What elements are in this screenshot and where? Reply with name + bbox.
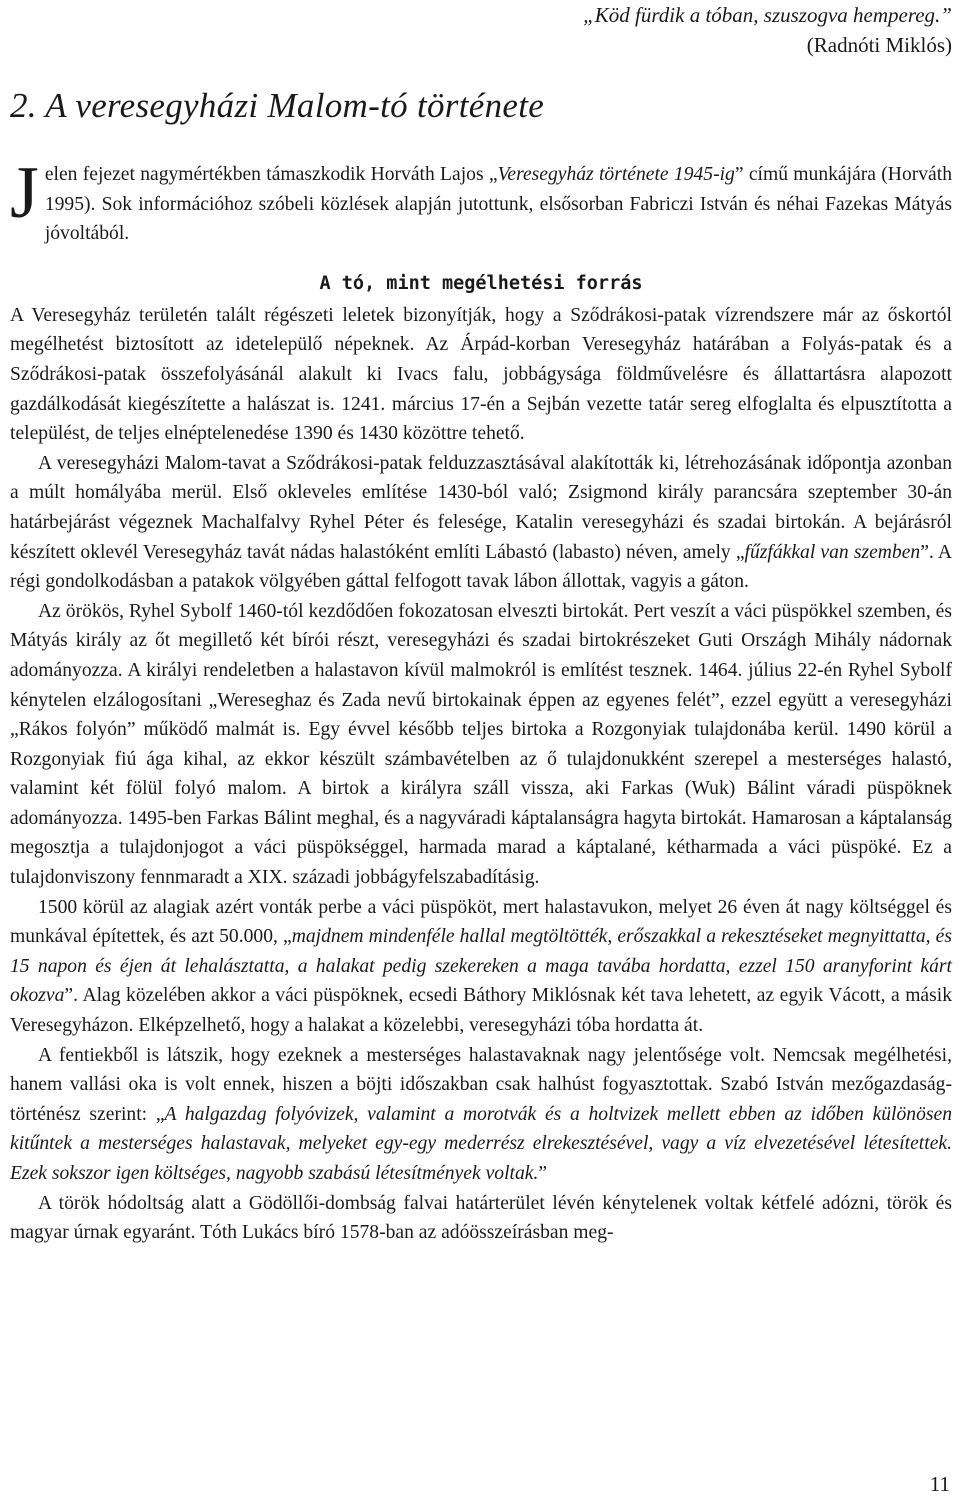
intro-text-a: elen fejezet nagymértékben támaszkodik Horváth Lajos „ xyxy=(44,164,498,185)
paragraph-5-text-b: ” xyxy=(538,1163,548,1184)
paragraph-4-text-a: 1500 körül az alagiak azért vonták perbe a váci püspököt, mert halastavukon, melyet 26 éven át nagy költséggel és munkával építettek, és azt 50.000, „ xyxy=(10,896,952,948)
epigraph-author: (Radnóti Miklós) xyxy=(806,33,952,57)
paragraph-6: A török hódoltság alatt a Gödöllői-dombság falvai határterület lévén kénytelenek voltak kétfelé adózni, török és magyar úrnak egyaránt. Tóth Lukács bíró 1578-ban az adóösszeírásban meg- xyxy=(10,1192,952,1244)
chapter-title: 2. A veresegyházi Malom-tó története xyxy=(10,86,545,125)
paragraph-1: A Veresegyház területén talált régészeti leletek bizonyítják, hogy a Sződrákosi-patak vízrendszere már az őskortól megélhetést biztosított az idetelepülő népeknek. Az Árpád-korban Veresegyház határában a Folyás-patak és a Sződrákosi-patak összefolyásánál alakult ki Ivacs falu, jobbágysága földművelésre és állattartásra alapozott gazdálkodását kiegészítette a halászat is. 1241. március 17-én a Sejbán vezette tatár sereg elfoglalta és elpusztította a települést, de teljes elnéptelenedése 1390 és 1430 közöttre tehető. xyxy=(10,304,952,445)
paragraph-2-quote: fűzfákkal van szemben xyxy=(744,541,921,563)
section-heading: A tó, mint megélhetési forrás xyxy=(319,272,643,294)
epigraph xyxy=(583,0,952,60)
paragraph-4-text-b: ”. Alag közelében akkor a váci püspöknek, ecsedi Báthory Miklósnak két tava lehetett, az egyik Vácott, a másik Veresegyházon. Elképzelhető, hogy a halakat a közelebbi, veresegyházi tóba hordatta át. xyxy=(10,985,952,1037)
drop-cap: J xyxy=(10,152,39,234)
intro-paragraph xyxy=(10,152,952,249)
paragraph-3: Az örökös, Ryhel Sybolf 1460-tól kezdődően fokozatosan elveszti birtokát. Pert veszít a váci püspökkel szemben, és Mátyás király az őt megillető két bírói részt, veresegyházi és szadai birtokrészeket Guti Országh Mihály nádornak adományozza. A királyi rendeletben a halastavon kívül malmokról is említést tesznek. 1464. július 22-én Ryhel Sybolf kénytelen elzálogosítani „Wereseghaz és Zada nevű birtokainak éppen az egyenes felét”, ezzel együtt a veresegyházi „Rákos folyón” működő malmát is. Egy évvel később teljes birtoka a Rozgonyiak tulajdonába kerül. 1490 körül a Rozgonyiak fiú ága kihal, az ekkor készült számbavételben az ő tulajdonukként szerepel a mesterséges halastó, valamint két fölül folyó malom. A birtok a királyra száll vissza, aki Farkas (Wuk) Bálint váradi püspöknek adományozza. 1495-ben Farkas Bálint meghal, és a nagyváradi káptalanságra hagyta birtokát. Hamarosan a káptalanság megosztja a tulajdonjogot a váci püspökséggel, harmada marad a káptalané, kétharmada a váci püspöké. Ez a tulajdonviszony fennmaradt a XIX. századi jobbágyfelszabadításig. xyxy=(10,600,952,889)
epigraph-quote: „Köd fürdik a tóban, szuszogva hempereg.” xyxy=(583,3,952,27)
paragraph-2-text-b: ”. A régi gondolkodásban a patakok völgyében gáttal felfogott tavak lábon állottak, vagyis a gáton. xyxy=(10,541,953,593)
paragraph-2-text-a: A veresegyházi Malom-tavat a Sződrákosi-patak felduzzasztásával alakították ki, létrehozásának időpontja azonban a múlt homályába merül. Első okleveles említése 1430-ból való; Zsigmond király parancsára szeptember 30-án határbejárást végeznek Machalfalvy Ryhel Péter és felesége, Katalin veresegyházi és szadai birtokán. A bejárásról készített oklevél Veresegyház tavát nádas halastóként említi Lábastó (labasto) néven, amely „ xyxy=(10,452,952,563)
intro-text-b: ” című munkájára (Horváth 1995). Sok információhoz szóbeli közlések alapján jutottunk, elsősorban Fabriczi István és néhai Fazekas Mátyás jóvoltából. xyxy=(44,164,952,245)
body-text xyxy=(10,152,953,1248)
intro-book-title: Veresegyház története 1945-ig xyxy=(497,164,735,185)
paragraph-2 xyxy=(10,449,952,597)
paragraph-4-quote: majdnem mindenféle hallal megtöltötték, erőszakkal a rekesztéseket megnyittatta, és 15 napon és éjen át lehalásztatta, a halakat pedig szekereken a maga tavába hordatta, ezzel 150 aranyforint kárt okozva xyxy=(10,926,952,1007)
paragraph-5-quote: A halgazdag folyóvizek, valamint a morotvák és a holtvizek mellett ebben az időben különösen kitűntek a mesterséges halastavak, melyeket egy-egy mederrész elrekesztésével, vagy a víz elvezetésével létesítettek. Ezek sokszor igen költséges, nagyobb szabású létesítmények voltak. xyxy=(10,1103,953,1184)
paragraph-5 xyxy=(10,1041,952,1189)
paragraph-4 xyxy=(10,893,952,1041)
page-number: 11 xyxy=(929,1472,950,1496)
paragraph-5-text-a: A fentiekből is látszik, hogy ezeknek a mesterséges halastavaknak nagy jelentősége volt. Nemcsak megélhetési, hanem vallási oka is volt ennek, hiszen a böjti időszakban csak halhúst fogyasztottak. Szabó István mezőgazdaság-történész szerint: „ xyxy=(10,1044,952,1125)
